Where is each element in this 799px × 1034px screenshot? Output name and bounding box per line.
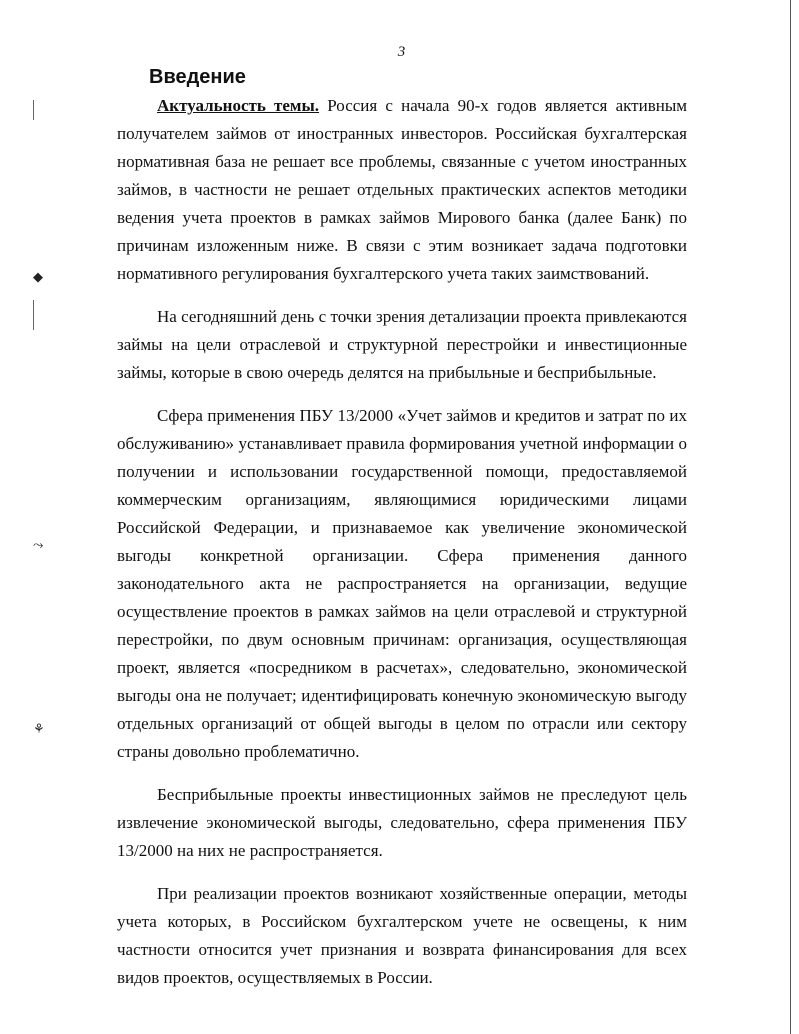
paragraph: На сегодняшний день с точки зрения детализации проекта привлекаются займы на цели отраслевой и структурной перестройки и инвестиционные займы, которые в свою очередь делятся на прибыльные и бесприбыльные. xyxy=(117,307,687,382)
page-edge-line xyxy=(790,0,791,1034)
paragraph: Бесприбыльные проекты инвестиционных займов не преследуют цель извлечение экономической выгоды, следовательно, сфера применения ПБУ 13/2000 на них не распространяется. xyxy=(117,785,687,860)
document-body xyxy=(117,92,687,1007)
paragraph: При реализации проектов возникают хозяйственные операции, методы учета которых, в Российском бухгалтерском учете не освещены, к ним частности относится учет признания и возврата финансирования для всех видов проектов, осуществляемых в России. xyxy=(117,884,687,987)
paragraph: Сфера применения ПБУ 13/2000 «Учет займов и кредитов и затрат по их обслуживанию» устанавливает правила формирования учетной информации о получении и использовании государственной помощи, предоставляемой коммерческим организациям, являющимися юридическими лицами Российской Федерации, и признаваемое как увеличение экономической выгоды конкретной организации. Сфера применения данного законодательного акта не распространяется на организации, ведущие осуществление проектов в рамках займов на цели отраслевой и структурной перестройки, по двум основным причинам: организация, осуществляющая проект, является «посредником в расчетах», следовательно, экономической выгоды она не получает; идентифицировать конечную экономическую выгоду отдельных организаций от общей выгоды в целом по отрасли или сектору страны довольно проблематично. xyxy=(117,406,687,761)
scan-margin-symbol: ⤳ xyxy=(33,538,44,553)
scan-margin-symbol: ◆ xyxy=(33,270,43,285)
paragraph xyxy=(117,92,687,288)
page-number: 3 xyxy=(397,44,406,60)
scan-margin-symbol: ⚘ xyxy=(33,722,45,737)
scan-margin-mark xyxy=(33,100,34,120)
section-heading: Введение xyxy=(149,66,246,88)
scan-margin-mark xyxy=(33,300,34,330)
paragraph-lead: Актуальность темы. xyxy=(157,96,320,115)
paragraph-text: Россия с начала 90-х годов является активным получателем займов от иностранных инвесторов. Российская бухгалтерская нормативная база не решает все проблемы, связанные с учетом иностранных займов, в частности не решает отдельных практических аспектов методики ведения учета проектов в рамках займов Мирового банка (далее Банк) по причинам изложенным ниже. В связи с этим возникает задача подготовки нормативного регулирования бухгалтерского учета таких заимствований. xyxy=(117,96,687,283)
